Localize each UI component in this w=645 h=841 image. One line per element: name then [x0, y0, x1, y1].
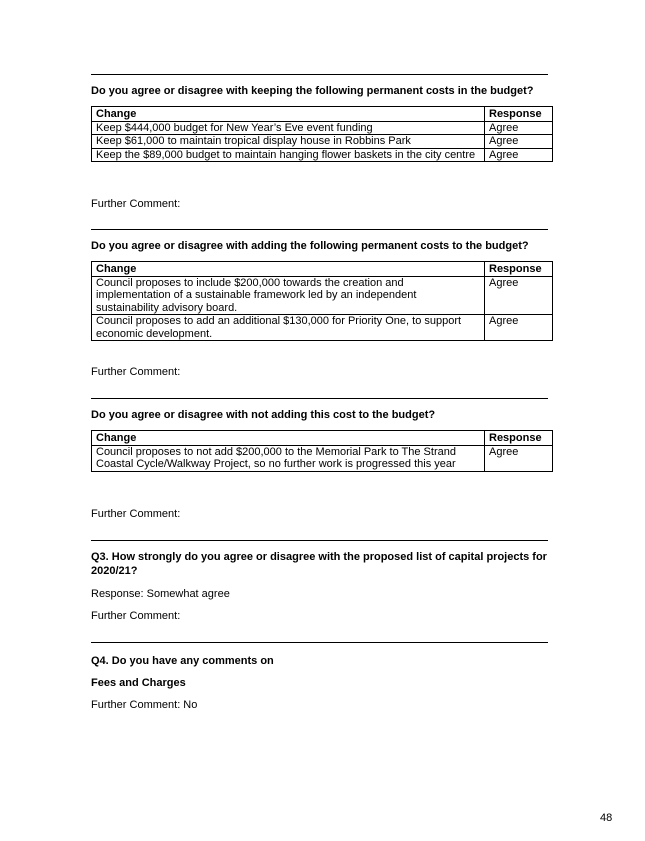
change-cell: Council proposes to include $200,000 towards the creation and implementation of a sustainable framework led by an independent sustainability advisory board. [92, 276, 485, 315]
change-cell: Council proposes to not add $200,000 to the Memorial Park to The Strand Coastal Cycle/Walkway Project, so no further work is progressed this year [92, 445, 485, 471]
q3-response: Response: Somewhat agree [91, 588, 230, 600]
further-comment: Further Comment: [91, 366, 181, 378]
table-row [92, 445, 553, 471]
divider-line [91, 398, 548, 399]
page-number: 48 [600, 812, 613, 824]
column-header-change: Change [92, 431, 485, 446]
column-header-response: Response [485, 431, 553, 446]
section-question: Do you agree or disagree with keeping the following permanent costs in the budget? [91, 85, 534, 97]
response-cell: Agree [485, 121, 553, 135]
q3-question: Q3. How strongly do you agree or disagree with the proposed list of capital projects for 2020/21? [91, 551, 547, 577]
column-header-response: Response [485, 262, 553, 277]
q4-question: Q4. Do you have any comments on [91, 655, 274, 667]
divider-line [91, 74, 548, 75]
table-row [92, 148, 553, 162]
response-cell: Agree [485, 135, 553, 149]
response-cell: Agree [485, 315, 553, 341]
q4-subheading: Fees and Charges [91, 677, 186, 689]
table-header-row [92, 107, 553, 122]
divider-line [91, 540, 548, 541]
divider-line [91, 642, 548, 643]
response-cell: Agree [485, 148, 553, 162]
response-cell: Agree [485, 276, 553, 315]
further-comment: Further Comment: No [91, 699, 198, 711]
column-header-change: Change [92, 107, 485, 122]
change-cell: Keep $444,000 budget for New Year’s Eve event funding [92, 121, 485, 135]
response-table [91, 430, 553, 472]
table-header-row [92, 262, 553, 277]
column-header-change: Change [92, 262, 485, 277]
divider-line [91, 229, 548, 230]
column-header-response: Response [485, 107, 553, 122]
table-row [92, 135, 553, 149]
table-row [92, 315, 553, 341]
table-row [92, 121, 553, 135]
further-comment: Further Comment: [91, 198, 181, 210]
section-question: Do you agree or disagree with adding the following permanent costs to the budget? [91, 240, 529, 252]
further-comment: Further Comment: [91, 610, 181, 622]
further-comment: Further Comment: [91, 508, 181, 520]
change-cell: Council proposes to add an additional $130,000 for Priority One, to support economic development. [92, 315, 485, 341]
change-cell: Keep the $89,000 budget to maintain hanging flower baskets in the city centre [92, 148, 485, 162]
change-cell: Keep $61,000 to maintain tropical display house in Robbins Park [92, 135, 485, 149]
response-cell: Agree [485, 445, 553, 471]
table-row [92, 276, 553, 315]
table-header-row [92, 431, 553, 446]
response-table [91, 106, 553, 162]
section-question: Do you agree or disagree with not adding this cost to the budget? [91, 409, 436, 421]
response-table [91, 261, 553, 341]
